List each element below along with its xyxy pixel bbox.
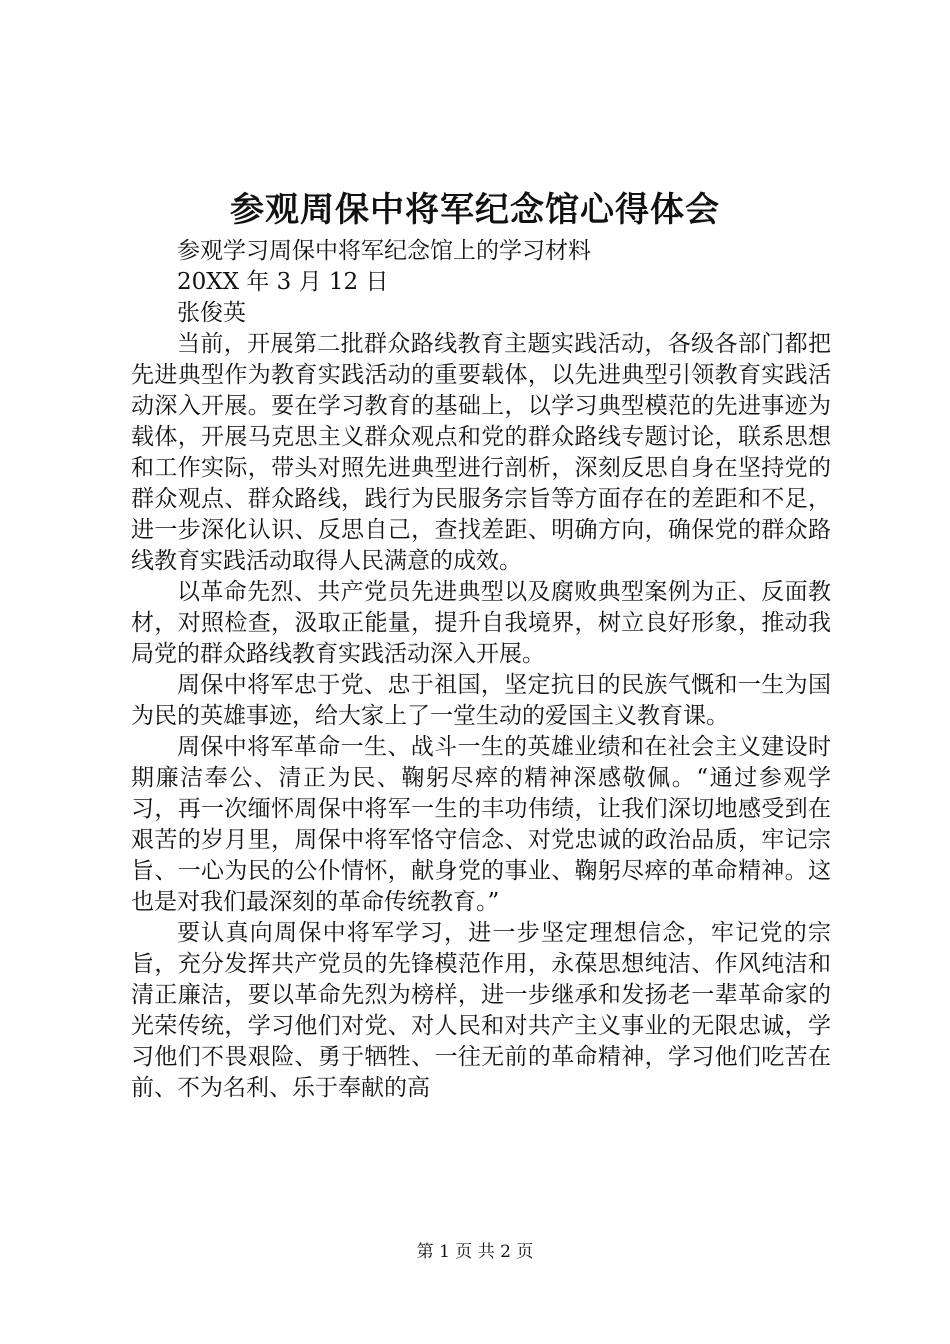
paragraph-1: 当前，开展第二批群众路线教育主题实践活动，各级各部门都把先进典型作为教育实践活动的重要载体，以先进典型引领教育实践活动深入开展。要在学习教育的基础上，以学习典型模范的先进事迹为载体，开展马克思主义群众观点和党的群众路线专题讨论，联系思想和工作实际，带头对照先进典型进行剖析，深刻反思自身在坚持党的群众观点、群众路线，践行为民服务宗旨等方面存在的差距和不足，进一步深化认识、反思自己，查找差距、明确方向，确保党的群众路线教育实践活动取得人民满意的成效。 [131, 331, 831, 574]
document-date: 20XX 年 3 月 12 日 [177, 269, 389, 295]
document-body [131, 236, 831, 1104]
paragraph-3: 周保中将军忠于党、忠于祖国，坚定抗日的民族气慨和一生为国为民的英雄事迹，给大家上了一堂生动的爱国主义教育课。 [131, 672, 831, 729]
document-title: 参观周保中将军纪念馆心得体会 [230, 190, 720, 230]
document-author: 张俊英 [177, 300, 246, 326]
page-footer: 第 1 页 共 2 页 [416, 1242, 534, 1262]
paragraph-5: 要认真向周保中将军学习，进一步坚定理想信念，牢记党的宗旨，充分发挥共产党员的先锋模范作用，永葆思想纯洁、作风纯洁和清正廉洁，要以革命先烈为榜样，进一步继承和发扬老一辈革命家的光荣传统，学习他们对党、对人民和对共产主义事业的无限忠诚，学习他们不畏艰险、勇于牺牲、一往无前的革命精神，学习他们吃苦在前、不为名利、乐于奉献的高 [131, 920, 831, 1101]
document-subtitle: 参观学习周保中将军纪念馆上的学习材料 [177, 238, 591, 264]
paragraph-2: 以革命先烈、共产党员先进典型以及腐败典型案例为正、反面教材，对照检查，汲取正能量，提升自我境界，树立良好形象，推动我局党的群众路线教育实践活动深入开展。 [131, 579, 831, 667]
paragraph-4: 周保中将军革命一生、战斗一生的英雄业绩和在社会主义建设时期廉洁奉公、清正为民、鞠躬尽瘁的精神深感敬佩。“通过参观学习，再一次缅怀周保中将军一生的丰功伟绩，让我们深切地感受到在艰苦的岁月里，周保中将军恪守信念、对党忠诚的政治品质，牢记宗旨、一心为民的公仆情怀，献身党的事业、鞠躬尽瘁的革命精神。这也是对我们最深刻的革命传统教育。” [131, 734, 831, 915]
